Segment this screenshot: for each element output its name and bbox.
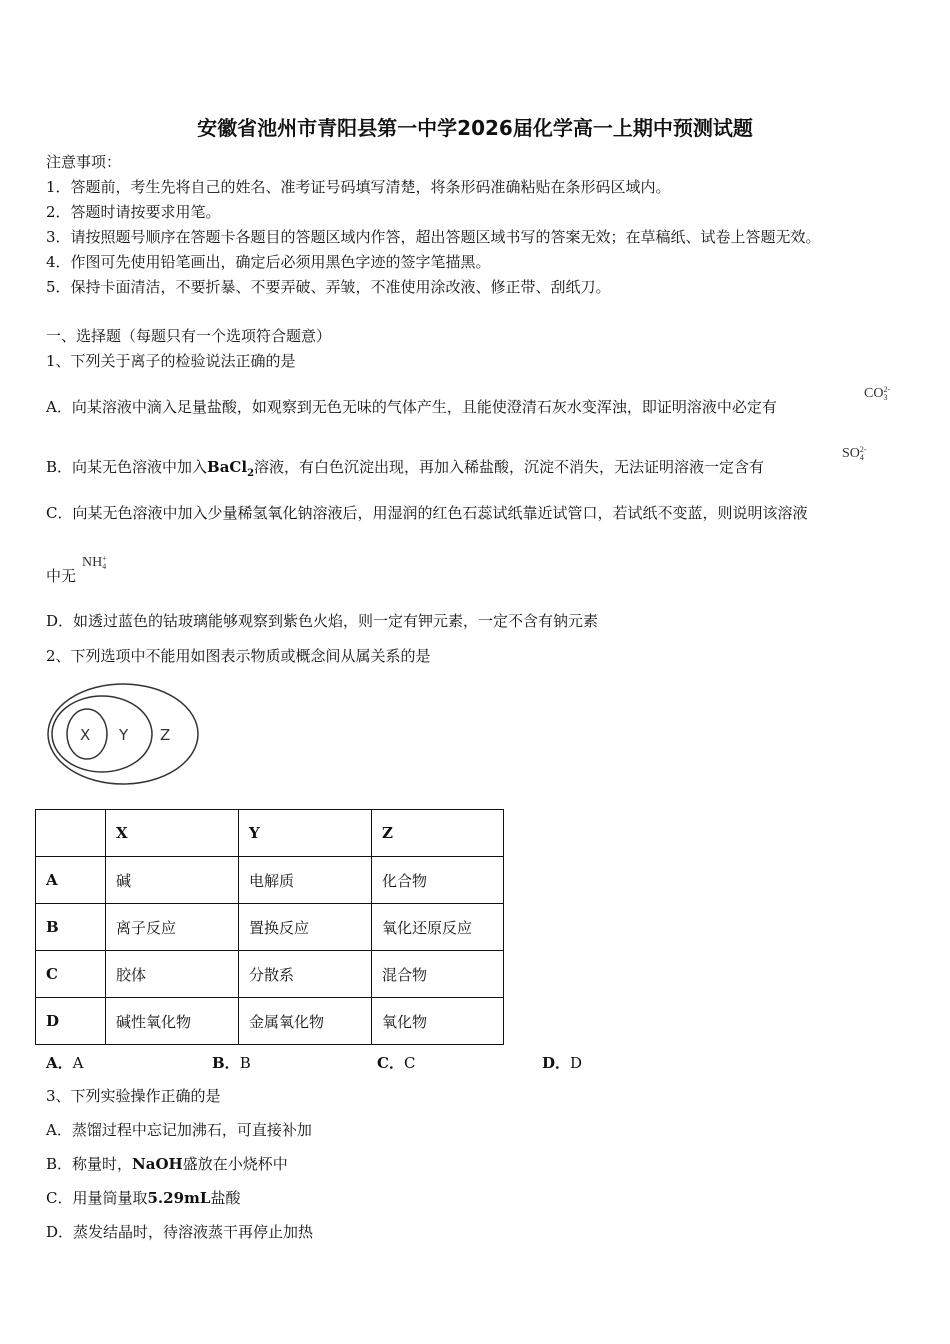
q1-option-a: A．向某溶液中滴入足量盐酸，如观察到无色无味的气体产生，且能使澄清石灰水变浑浊，即证明溶液中必定有 [46,398,777,416]
table-cell: 碱性氧化物 [106,998,239,1045]
venn-label-x: X [80,726,91,744]
formula-subscript: 3 [883,393,888,402]
q3-c-pre: C．用量筒量取 [46,1189,148,1207]
q1-option-c: C．向某无色溶液中加入少量稀氢氧化钠溶液后，用湿润的红色石蕊试纸靠近试管口，若试纸不变蓝，则说明该溶液 [46,504,808,522]
table-cell: B [36,904,106,951]
table-cell: 置换反应 [239,904,372,951]
formula-charge: 2- [883,385,891,394]
table-row [36,951,504,998]
venn-label-z: Z [160,726,171,744]
table-cell: 碱 [106,857,239,904]
q3-c-val: 5.29mL [147,1189,211,1207]
q1-option-d: D．如透过蓝色的钴玻璃能够观察到紫色火焰，则一定有钾元素，一定不含有钠元素 [46,612,599,630]
notice-heading: 注意事项： [46,153,122,171]
q2-stem: 2、下列选项中不能用如图表示物质或概念间从属关系的是 [46,647,431,665]
formula-charge: + [102,554,107,563]
table-cell: 胶体 [106,951,239,998]
table-row [36,998,504,1045]
q1-b-chem-sub: 2 [247,468,255,479]
table-cell: D [36,998,106,1045]
notice-item-1: 1．答题前，考生先将自己的姓名、准考证号码填写清楚，将条形码准确粘贴在条形码区域内。 [46,178,671,196]
table-cell: 金属氧化物 [239,998,372,1045]
notice-item-3: 3．请按照题号顺序在答题卡各题目的答题区域内作答，超出答题区域书写的答案无效；在草稿纸、试卷上答题无效。 [46,228,821,246]
q3-option-d: D．蒸发结晶时，待溶液蒸干再停止加热 [46,1223,314,1241]
table-header-cell [36,810,106,857]
table-cell: 化合物 [372,857,504,904]
table-cell: 分散系 [239,951,372,998]
q1-b-pre: B．向某无色溶液中加入 [46,458,208,476]
table-header-cell: X [106,810,239,857]
page-title: 安徽省池州市青阳县第一中学2026届化学高一上期中预测试题 [197,116,753,140]
formula-charge: 2- [859,445,867,454]
q2-choice-a [46,1052,83,1073]
q3-c-post: 盐酸 [210,1189,241,1207]
q2-choice-d [542,1052,582,1073]
choice-label: D． [542,1054,571,1072]
notice-item-5: 5．保持卡面清洁，不要折暴、不要弄破、弄皱，不准使用涂改液、修正带、刮纸刀。 [46,278,611,296]
choice-value: D [570,1054,583,1072]
q1-c-formula [82,555,107,571]
q2-choice-c [377,1052,415,1073]
table-header-cell: Z [372,810,504,857]
table-cell: A [36,857,106,904]
q3-option-c [46,1188,240,1208]
q1-option-c-cont: 中无 [46,567,77,585]
q1-stem: 1、下列关于离子的检验说法正确的是 [46,352,296,370]
q1-option-b [46,457,764,484]
table-cell: C [36,951,106,998]
choice-label: B． [212,1054,240,1072]
section-heading: 一、选择题（每题只有一个选项符合题意） [46,327,332,345]
table-cell: 氧化物 [372,998,504,1045]
table-cell: 电解质 [239,857,372,904]
q1-b-chem: BaCl [207,458,248,476]
q3-b-pre: B．称量时， [46,1155,133,1173]
q3-option-b [46,1154,288,1174]
table-row [36,904,504,951]
choice-value: A [72,1054,84,1072]
q1-b-post: 溶液，有白色沉淀出现，再加入稀盐酸，沉淀不消失，无法证明溶液一定含有 [254,458,765,476]
q3-b-chem: NaOH [132,1155,183,1173]
choice-value: C [403,1054,416,1072]
formula-base: CO [864,386,884,401]
formula-subscript: 4 [859,453,864,462]
q3-stem: 3、下列实验操作正确的是 [46,1087,221,1105]
q1-a-formula [864,386,890,402]
table-cell: 氧化还原反应 [372,904,504,951]
q3-b-post: 盛放在小烧杯中 [182,1155,288,1173]
notice-item-2: 2．答题时请按要求用笔。 [46,203,221,221]
table-cell: 混合物 [372,951,504,998]
q2-options-table [35,809,504,1045]
q2-choice-b [212,1052,251,1073]
table-header-cell: Y [239,810,372,857]
notice-item-4: 4．作图可先使用铅笔画出，确定后必须用黑色字迹的签字笔描黑。 [46,253,491,271]
table-header-row [36,810,504,857]
q2-venn-diagram [44,680,204,788]
formula-base: NH [82,555,103,570]
choice-label: A． [46,1054,73,1072]
table-cell: 离子反应 [106,904,239,951]
venn-label-y: Y [119,726,129,744]
choice-value: B [239,1054,251,1072]
table-row [36,857,504,904]
formula-base: SO [842,446,860,461]
choice-label: C． [377,1054,404,1072]
formula-subscript: 4 [102,562,107,571]
q3-option-a: A．蒸馏过程中忘记加沸石，可直接补加 [46,1121,312,1139]
q1-b-formula [842,446,867,462]
